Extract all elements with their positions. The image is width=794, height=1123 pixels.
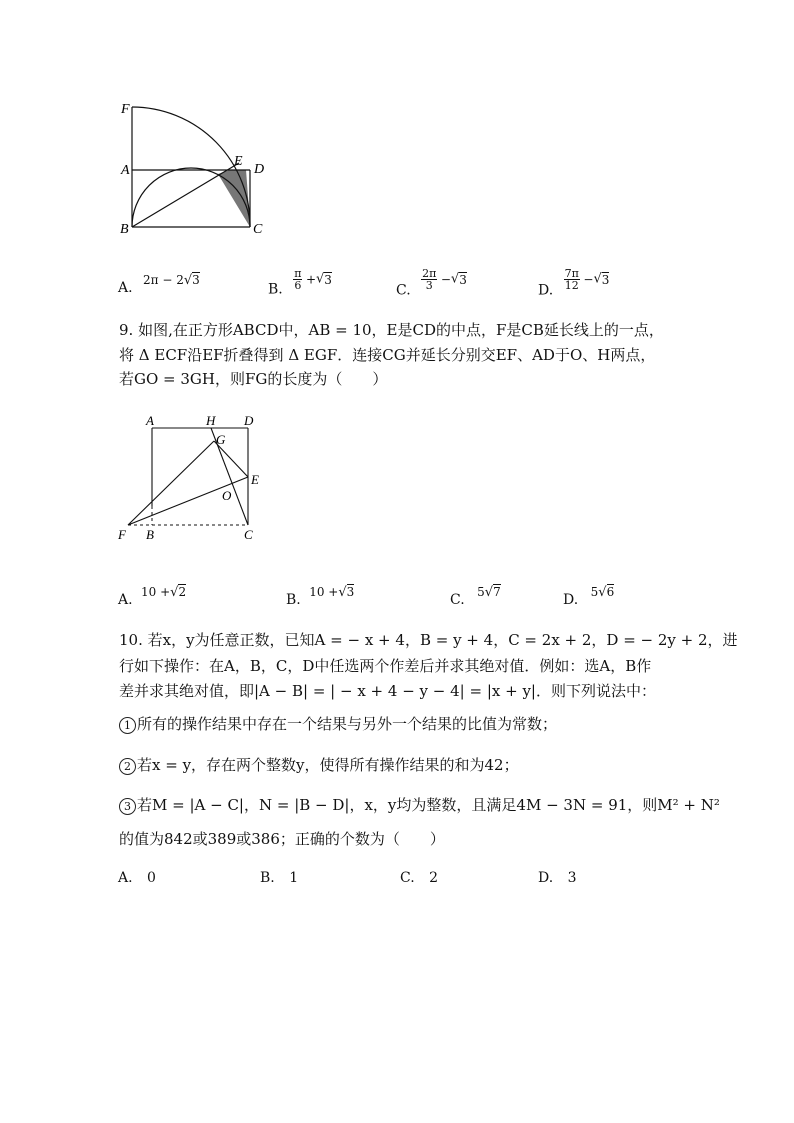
- q8-label-b: B: [120, 222, 129, 237]
- q9-option-c-letter: C.: [450, 592, 465, 608]
- q8-option-d-letter: D.: [538, 282, 554, 299]
- q9-option-d-expr: 5: [590, 585, 599, 599]
- q9-option-d[interactable]: D. 5√6: [563, 585, 615, 608]
- q8-label-c: C: [253, 222, 263, 237]
- q10-option-a[interactable]: [118, 868, 156, 888]
- q8-label-a: A: [121, 163, 130, 178]
- q10-text-line-1: 10. 若x，y为任意正数，已知A = − x + 4，B = y + 4，C = 2x + 2，D = − 2y + 2，进: [119, 631, 738, 649]
- q9-segment-fg: [128, 441, 214, 525]
- q10-statement-2-number: 2: [119, 758, 136, 775]
- q8-option-c-denominator: 3: [425, 279, 433, 292]
- q9-label-f: F: [118, 527, 126, 542]
- q8-segment-be: [132, 163, 239, 227]
- q9-option-c-expr: 5: [477, 585, 485, 599]
- q10-statement-3-number: 3: [119, 798, 136, 815]
- q8-option-c[interactable]: C. $\frac{2\pi}{3}$ −√3: [396, 267, 467, 299]
- q10-option-a-value: 0: [147, 870, 156, 886]
- q10-statement-1: [119, 714, 557, 734]
- q8-option-b-operator: +: [305, 272, 316, 287]
- q9-label-g: G: [216, 432, 226, 447]
- q10-statement-2-text: 若x = y，存在两个整数y，使得所有操作结果的和为42；: [137, 756, 519, 774]
- q9-option-b[interactable]: B. 10 +√3: [286, 585, 355, 608]
- q9-option-a[interactable]: A. 10 +√2: [118, 585, 187, 608]
- q9-label-h: H: [206, 413, 216, 428]
- q8-label-f: F: [121, 102, 130, 117]
- q9-option-a-letter: A.: [118, 592, 133, 608]
- q10-statement-2: [119, 755, 519, 775]
- q8-option-d-radicand: 3: [601, 272, 610, 287]
- q10-option-c-value: 2: [429, 870, 439, 886]
- q9-option-c-radicand: 7: [493, 585, 501, 599]
- q8-option-b-numerator: π: [294, 267, 302, 280]
- q10-option-b[interactable]: [260, 868, 298, 888]
- q10-option-b-letter: B.: [260, 870, 275, 886]
- q9-figure: [112, 408, 272, 548]
- q10-option-a-letter: A.: [118, 870, 133, 886]
- q8-option-b-denominator: 6: [294, 279, 302, 292]
- q9-option-a-expr: 10 +: [141, 585, 171, 599]
- q8-option-d-operator: −: [583, 272, 594, 287]
- q10-statement-3-text: 若M = |A − C|，N = |B − D|，x，y均为整数，且满足4M − 3N = 91，则M² + N²: [137, 796, 720, 814]
- q8-option-d[interactable]: D. $\frac{7\pi}{12}$ −√3: [538, 267, 610, 299]
- q9-text-line-3: 若GO = 3GH，则FG的长度为（ ）: [119, 370, 388, 388]
- q9-label-d: D: [244, 413, 254, 428]
- q10-statement-1-number: 1: [119, 717, 136, 734]
- q9-option-b-expr: 10 +: [309, 585, 339, 599]
- q10-statement-3-continued: 的值为842或389或386；正确的个数为（ ）: [119, 830, 445, 848]
- q9-option-c[interactable]: C. 5√7: [450, 585, 501, 608]
- q9-option-d-radicand: 6: [606, 585, 615, 599]
- q9-label-e: E: [251, 472, 259, 487]
- q9-text-line-1: 9. 如图,在正方形ABCD中，AB = 10，E是CD的中点，F是CB延长线上的一点，: [119, 321, 664, 339]
- q10-statement-3: [119, 795, 720, 815]
- q8-shaded-region: [218, 170, 250, 227]
- q8-option-c-numerator: 2π: [422, 267, 437, 280]
- q9-option-d-letter: D.: [563, 592, 579, 608]
- q8-option-d-numerator: 7π: [564, 267, 579, 280]
- q8-option-d-denominator: 12: [564, 279, 579, 292]
- q10-option-c-letter: C.: [400, 870, 415, 886]
- q10-option-c[interactable]: [400, 868, 438, 888]
- q9-text-line-2: 将 Δ ECF沿EF折叠得到 Δ EGF．连接CG并延长分别交EF、AD于O、H两点，: [119, 346, 656, 364]
- q8-option-c-radicand: 3: [459, 272, 467, 287]
- q9-label-o: O: [222, 488, 232, 503]
- q9-label-c: C: [244, 527, 253, 542]
- q8-option-a-letter: A.: [118, 280, 133, 296]
- q8-option-c-operator: −: [440, 272, 451, 287]
- q10-option-d-letter: D.: [538, 870, 554, 886]
- q10-statement-1-text: 所有的操作结果中存在一个结果与另外一个结果的比值为常数；: [137, 715, 558, 733]
- q10-text-line-3: 差并求其绝对值，即|A − B| = | − x + 4 − y − 4| = |x + y|．则下列说法中：: [119, 682, 656, 700]
- q10-text-line-2: 行如下操作：在A，B，C，D中任选两个作差后并求其绝对值．例如：选A，B作: [119, 657, 652, 675]
- q9-option-b-radicand: 3: [346, 585, 355, 599]
- q9-option-a-radicand: 2: [178, 585, 187, 599]
- q9-option-b-letter: B.: [286, 592, 301, 608]
- q9-label-b: B: [146, 527, 154, 542]
- q8-option-a-expr: 2π − 2: [143, 273, 184, 287]
- q8-option-b-radicand: 3: [324, 272, 332, 287]
- q8-label-d: D: [254, 162, 265, 177]
- q8-option-c-letter: C.: [396, 282, 411, 299]
- q8-figure: [110, 95, 280, 240]
- q10-option-d[interactable]: [538, 868, 577, 888]
- q8-option-b[interactable]: B. $\frac{\pi}{6}$ +√3: [268, 267, 332, 298]
- q10-option-b-value: 1: [289, 870, 299, 886]
- q10-option-d-value: 3: [567, 870, 577, 886]
- q8-option-a-radicand: 3: [192, 273, 200, 287]
- q8-option-b-letter: B.: [268, 281, 283, 298]
- q8-option-a[interactable]: A. 2π − 2√3: [118, 273, 200, 296]
- q9-label-a: A: [146, 413, 154, 428]
- q8-label-e: E: [234, 154, 243, 169]
